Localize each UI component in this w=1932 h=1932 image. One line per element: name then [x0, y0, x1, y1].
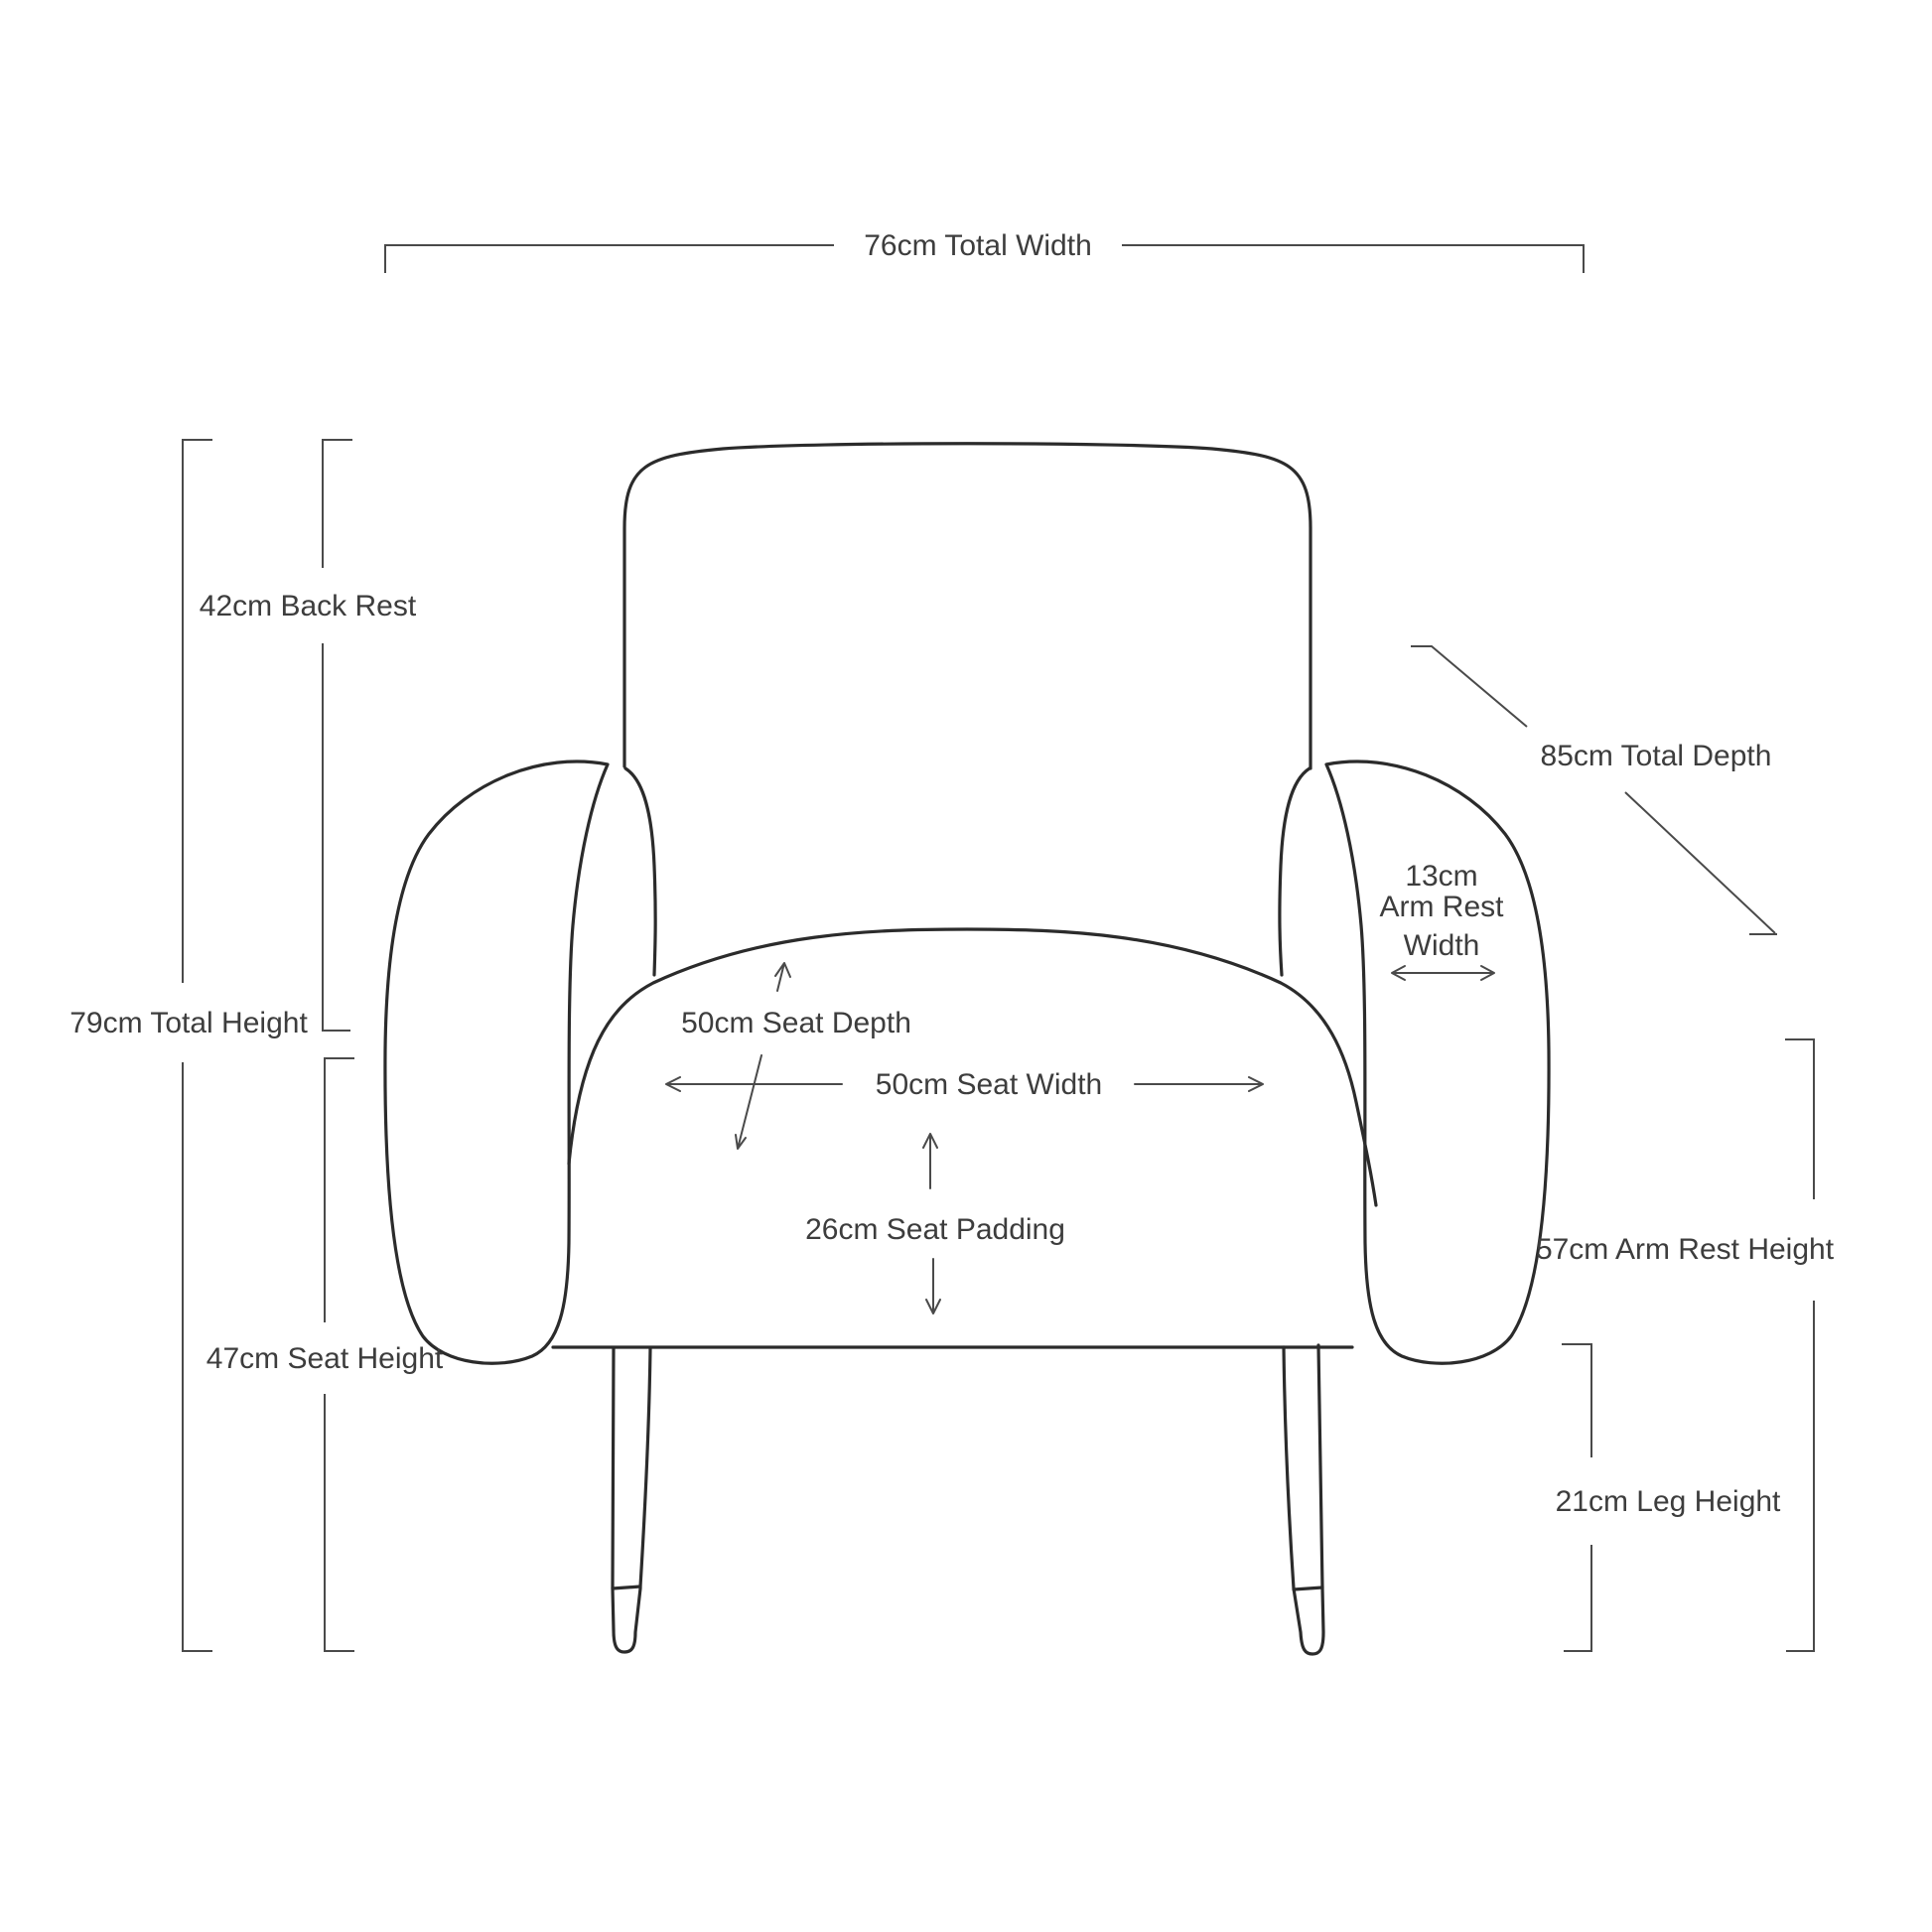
dim-back-rest-label: 42cm Back Rest [199, 590, 417, 622]
dim-total-width-label: 76cm Total Width [864, 229, 1092, 262]
dim-total-width [385, 229, 1584, 273]
chair-backrest [624, 444, 1311, 768]
dim-seat-padding [805, 1134, 1065, 1313]
dim-total-width-line-left [385, 245, 834, 273]
dim-total-depth-line-upper [1411, 646, 1527, 727]
chair-right-armrest [1326, 761, 1549, 1363]
chair-drawing [385, 444, 1549, 1654]
chair-right-leg [1284, 1345, 1323, 1654]
chair-right-arm-inner-edge [1280, 768, 1310, 975]
dim-seat-height-line-top [325, 1058, 354, 1322]
dim-arm-rest-width [1379, 860, 1504, 980]
dim-total-depth-line-lower [1625, 792, 1777, 934]
dim-arm-rest-height-line-top [1785, 1039, 1814, 1199]
chair-left-arm-inner-edge [625, 768, 655, 975]
dim-seat-width [666, 1068, 1263, 1101]
dim-total-height-line-top [183, 440, 212, 983]
chair-seat-cushion [569, 929, 1376, 1205]
dim-back-rest-line-bottom [323, 643, 350, 1031]
dim-arm-rest-width-label-line3: Width [1403, 929, 1480, 962]
chair-left-armrest [385, 761, 608, 1363]
dim-seat-depth-arrow-down [736, 1055, 761, 1149]
dim-total-width-line-right [1122, 245, 1584, 273]
dim-seat-padding-arrow-down [926, 1259, 940, 1313]
dim-leg-height-line-bottom [1564, 1545, 1591, 1651]
chair-left-leg [613, 1348, 650, 1652]
dim-seat-height-line-bottom [325, 1394, 354, 1651]
dim-leg-height-label: 21cm Leg Height [1555, 1485, 1781, 1518]
dim-seat-depth [681, 963, 911, 1149]
dim-leg-height [1556, 1344, 1781, 1651]
chair-right-leg-foot-cap [1294, 1587, 1322, 1589]
dim-arm-rest-height-label: 57cm Arm Rest Height [1535, 1233, 1835, 1266]
dim-seat-padding-label: 26cm Seat Padding [805, 1213, 1065, 1246]
dim-arm-rest-width-label-line2: Arm Rest [1379, 891, 1504, 923]
dim-seat-height [207, 1058, 444, 1651]
dim-back-rest [200, 440, 417, 1031]
dim-total-height-label: 79cm Total Height [69, 1007, 308, 1039]
dim-seat-width-label: 50cm Seat Width [875, 1068, 1103, 1101]
dim-seat-depth-arrow-up [775, 963, 790, 991]
chair-left-leg-foot-cap [613, 1587, 640, 1588]
dim-arm-rest-height-line-bottom [1786, 1301, 1814, 1651]
dim-arm-rest-width-label-line1: 13cm [1405, 860, 1478, 893]
dim-seat-width-arrow-left [666, 1077, 842, 1091]
dim-back-rest-line-top [323, 440, 352, 568]
dim-seat-depth-label: 50cm Seat Depth [681, 1007, 911, 1039]
dim-leg-height-line-top [1562, 1344, 1591, 1457]
dim-seat-padding-arrow-up [923, 1134, 937, 1188]
dim-total-depth-label: 85cm Total Depth [1540, 740, 1772, 772]
dim-arm-rest-width-arrow [1392, 966, 1494, 980]
dim-seat-height-label: 47cm Seat Height [206, 1342, 444, 1375]
dim-seat-width-arrow-right [1135, 1077, 1263, 1091]
